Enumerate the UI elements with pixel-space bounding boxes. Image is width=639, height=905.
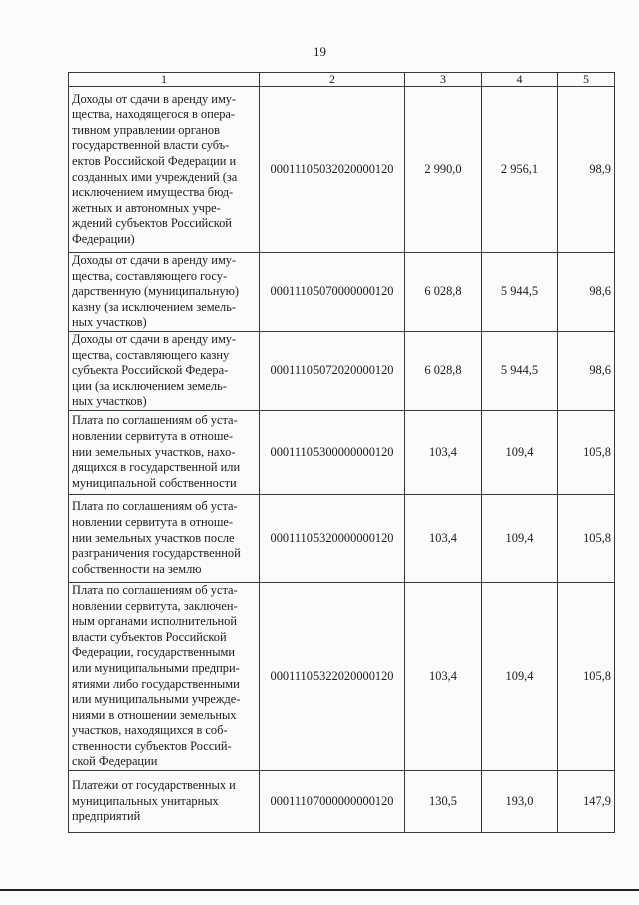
revenue-col5: 105,8 <box>558 494 615 582</box>
revenue-col3: 130,5 <box>405 771 482 833</box>
page-number: 19 <box>313 44 326 59</box>
revenue-col4: 2 956,1 <box>482 87 558 253</box>
revenue-code: 00011105300000000120 <box>260 410 405 494</box>
column-header: 2 <box>260 73 405 87</box>
revenue-col5: 105,8 <box>558 582 615 770</box>
revenue-col3: 103,4 <box>405 494 482 582</box>
column-header: 5 <box>558 73 615 87</box>
budget-table <box>68 72 615 833</box>
revenue-col4: 109,4 <box>482 494 558 582</box>
revenue-name: Доходы от сдачи в аренду иму- щества, составляющего госу- дарственную (муниципальную) казну (за исключением земель- ных участков) <box>69 253 260 332</box>
revenue-name: Плата по соглашениям об уста- новлении сервитута, заключен- ным органами исполнительной власти субъектов Российской Федерации, государственными или муниципальными предпри- ятиями либо государственными или муниципальными учрежде- ниями в отношении земельных участков, находящихся в соб- ственности субъектов Россий- ской Федерации <box>69 582 260 770</box>
revenue-code: 00011105322020000120 <box>260 582 405 770</box>
table-row <box>69 494 615 582</box>
revenue-name: Плата по соглашениям об уста- новлении сервитута в отноше- нии земельных участков после разграничения государственной собственности на землю <box>69 494 260 582</box>
table-row <box>69 87 615 253</box>
page-bottom-rule <box>0 889 639 891</box>
revenue-name: Плата по соглашениям об уста- новлении сервитута в отноше- нии земельных участков, нахо- дящихся в государственной или муниципальной собственности <box>69 410 260 494</box>
revenue-col5: 105,8 <box>558 410 615 494</box>
revenue-col3: 6 028,8 <box>405 253 482 332</box>
revenue-col5: 98,6 <box>558 253 615 332</box>
table-row <box>69 331 615 410</box>
revenue-col4: 193,0 <box>482 771 558 833</box>
table-row <box>69 410 615 494</box>
revenue-col3: 103,4 <box>405 410 482 494</box>
table-row <box>69 771 615 833</box>
revenue-code: 00011105070000000120 <box>260 253 405 332</box>
revenue-name: Доходы от сдачи в аренду иму- щества, составляющего казну субъекта Российской Федера- ции (за исключением земель- ных участков) <box>69 331 260 410</box>
revenue-code: 00011105032020000120 <box>260 87 405 253</box>
revenue-code: 00011105320000000120 <box>260 494 405 582</box>
revenue-col4: 109,4 <box>482 410 558 494</box>
table-header-row <box>69 73 615 87</box>
column-header: 4 <box>482 73 558 87</box>
revenue-col4: 5 944,5 <box>482 331 558 410</box>
column-header: 3 <box>405 73 482 87</box>
revenue-col3: 103,4 <box>405 582 482 770</box>
revenue-col4: 109,4 <box>482 582 558 770</box>
revenue-name: Доходы от сдачи в аренду иму- щества, находящегося в опера- тивном управлении органов государственной власти субъ- ектов Российской Федерации и созданных ими учреждений (за исключением имущества бюд- жетных и автономных учре- ждений субъектов Российской Федерации) <box>69 87 260 253</box>
revenue-col5: 98,6 <box>558 331 615 410</box>
table-row <box>69 253 615 332</box>
table-row <box>69 582 615 770</box>
revenue-code: 00011105072020000120 <box>260 331 405 410</box>
revenue-name: Платежи от государственных и муниципальных унитарных предприятий <box>69 771 260 833</box>
revenue-col5: 98,9 <box>558 87 615 253</box>
revenue-col3: 6 028,8 <box>405 331 482 410</box>
column-header: 1 <box>69 73 260 87</box>
revenue-col3: 2 990,0 <box>405 87 482 253</box>
revenue-col4: 5 944,5 <box>482 253 558 332</box>
revenue-code: 00011107000000000120 <box>260 771 405 833</box>
revenue-col5: 147,9 <box>558 771 615 833</box>
